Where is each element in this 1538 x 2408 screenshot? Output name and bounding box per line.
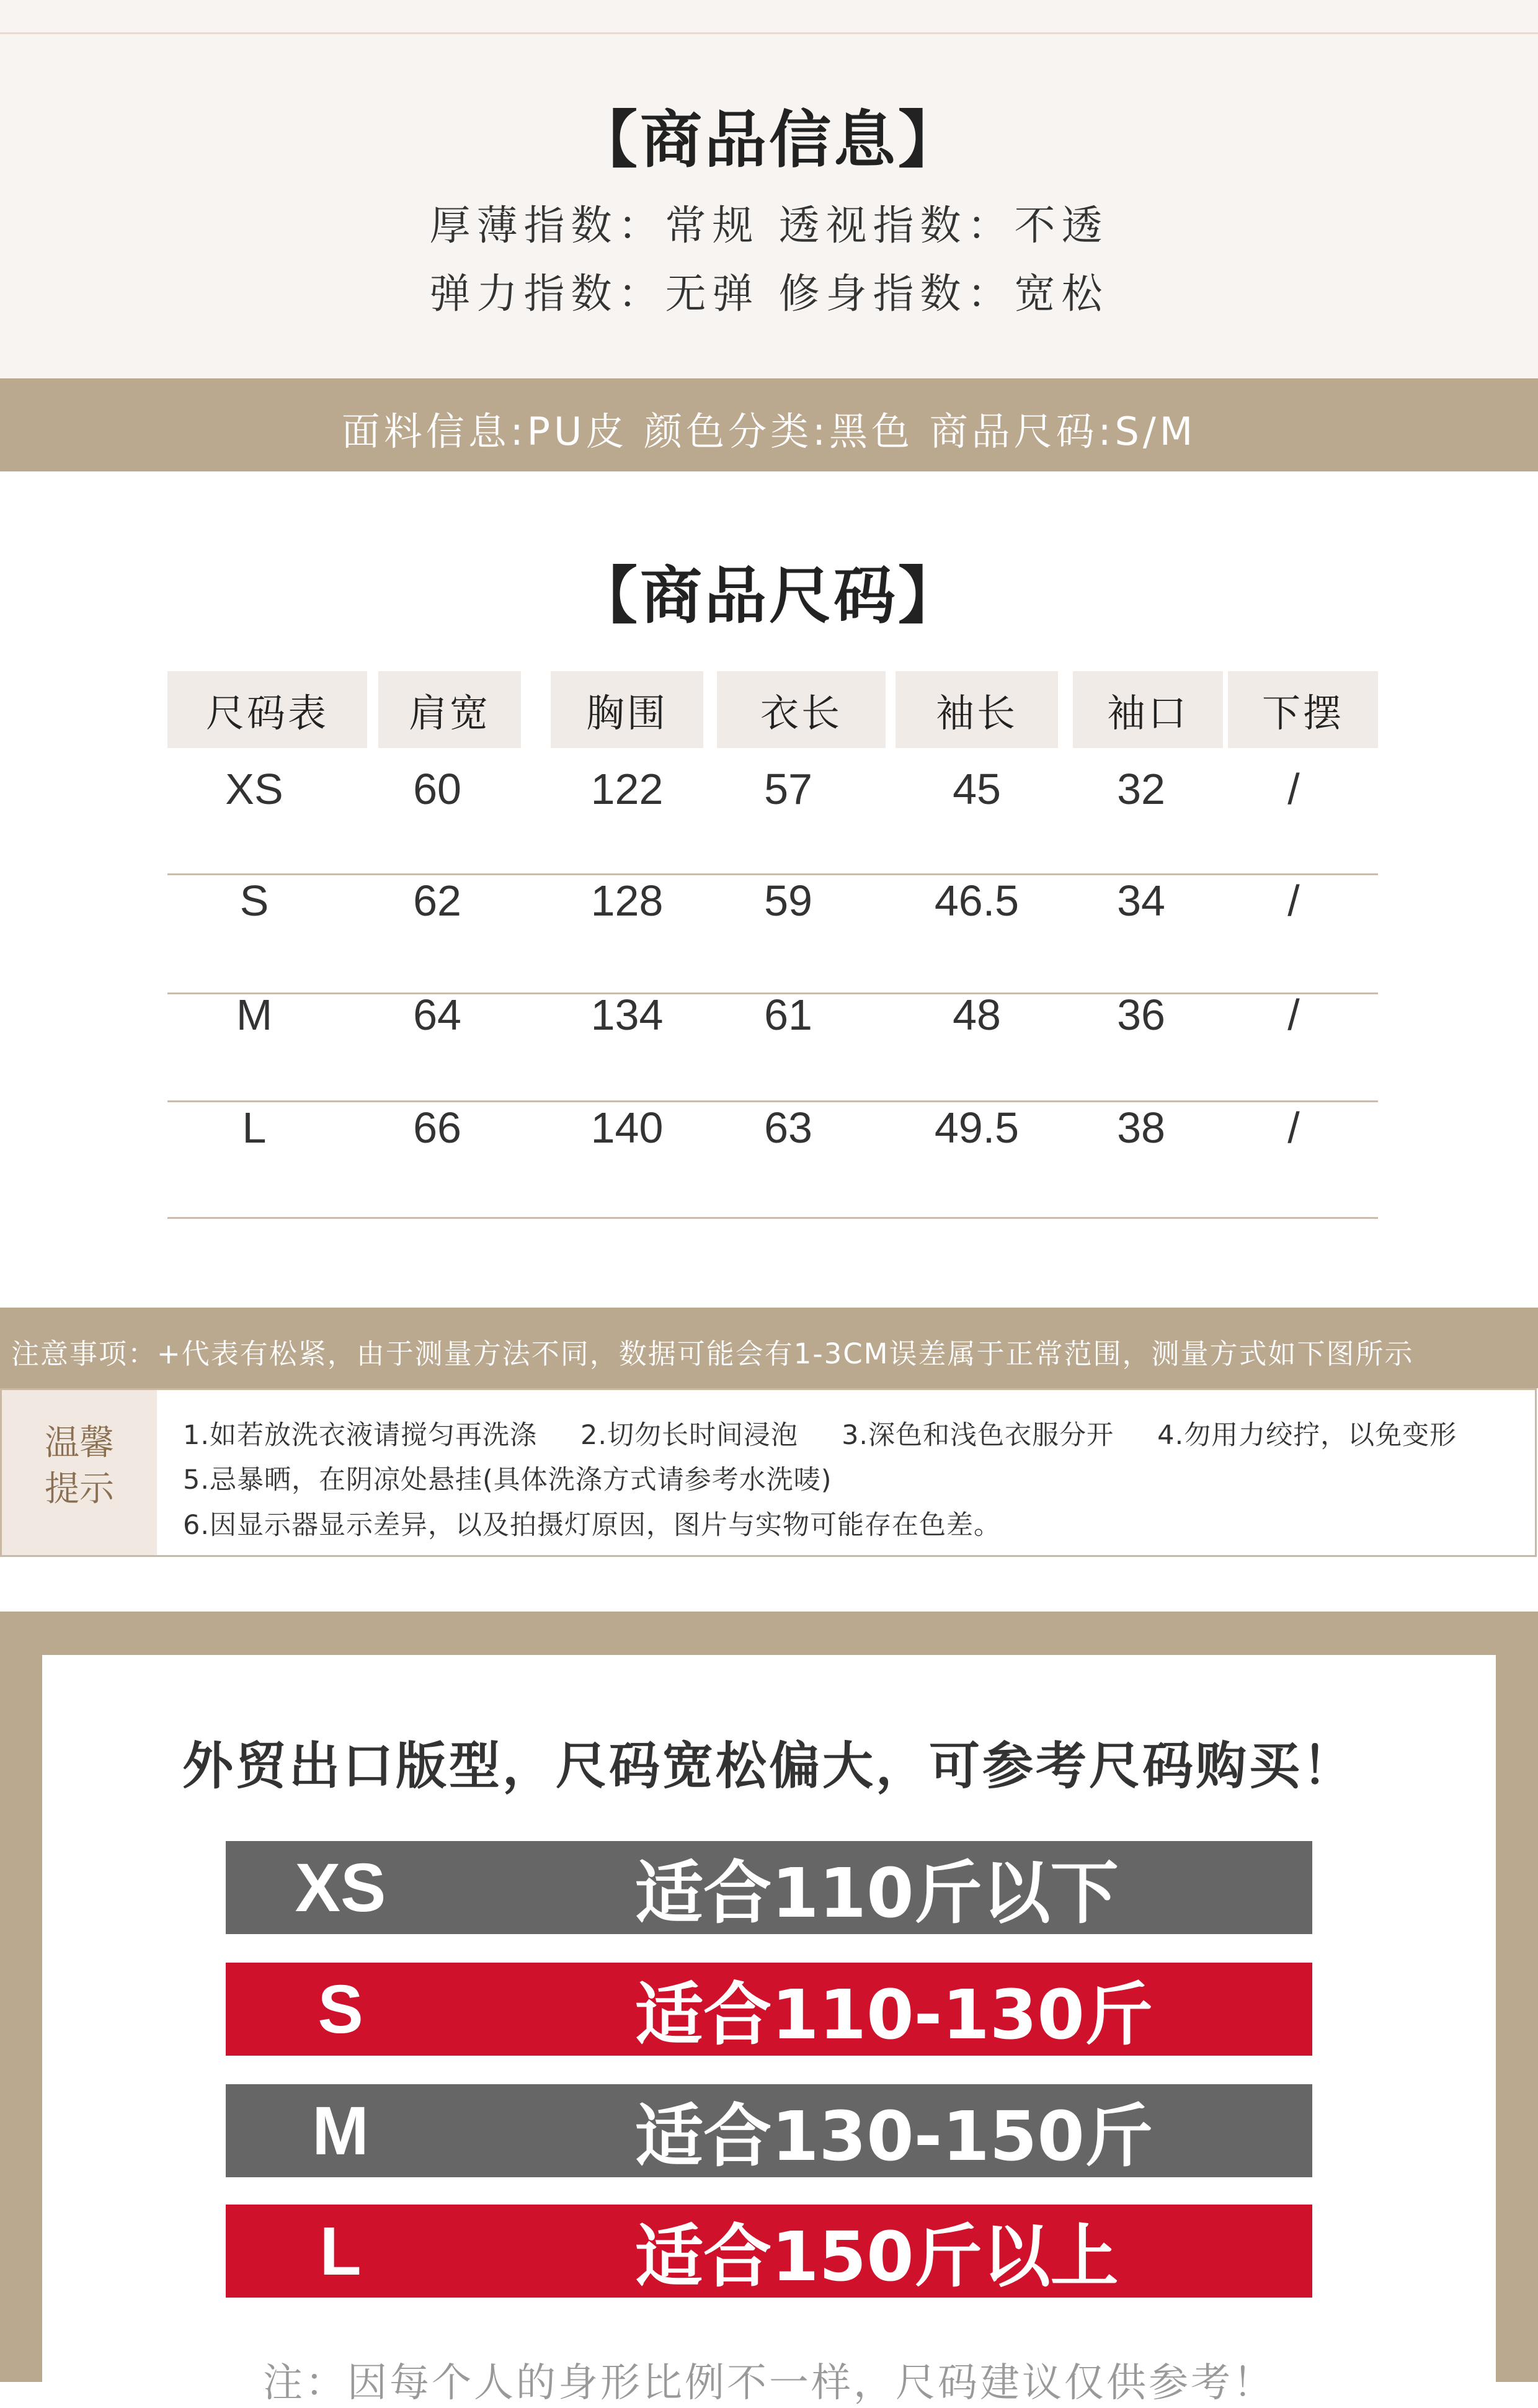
recommend-weight-range: 适合150斤以上 <box>635 2217 1119 2296</box>
recommend-weight-range: 适合110斤以下 <box>635 1853 1119 1933</box>
header-sleeve-length: 袖长 <box>896 671 1058 748</box>
tip-item: 2.切勿长时间浸泡 <box>580 1420 799 1451</box>
cell-length: 59 <box>764 876 812 925</box>
tip-item: 3.深色和浅色衣服分开 <box>842 1420 1114 1451</box>
elasticity-fit-line: 弹力指数：无弹 修身指数：宽松 <box>429 270 1109 318</box>
size-recommendation-row <box>226 2084 1312 2177</box>
header-cuff: 袖口 <box>1073 671 1223 748</box>
header-shoulder: 肩宽 <box>378 671 521 748</box>
product-info-panel <box>0 0 1538 378</box>
cell-length: 61 <box>764 991 812 1039</box>
recommend-weight-range: 适合110-130斤 <box>635 1975 1153 2054</box>
recommend-size: XS <box>295 1849 386 1926</box>
care-tips-line-2 <box>183 1459 832 1497</box>
header-size-chart: 尺码表 <box>167 671 367 748</box>
cell-hem: / <box>1287 876 1300 925</box>
divider <box>0 32 1538 34</box>
row-divider <box>167 1217 1378 1219</box>
cell-sleeve-length: 46.5 <box>934 876 1020 925</box>
care-tips-line-3 <box>183 1504 1001 1542</box>
cell-size: S <box>239 876 269 925</box>
cell-size: XS <box>225 765 283 813</box>
size-recommendation-row <box>226 1963 1312 2056</box>
header-length: 衣长 <box>717 671 886 748</box>
cell-shoulder: 60 <box>413 765 461 813</box>
recommend-size: M <box>312 2092 369 2169</box>
cell-length: 57 <box>764 765 812 813</box>
thickness-transparency-line: 厚薄指数：常规 透视指数：不透 <box>429 202 1109 249</box>
cell-size: M <box>236 991 273 1039</box>
care-tips-line-1 <box>183 1414 1457 1452</box>
recommend-weight-range: 适合130-150斤 <box>635 2097 1153 2176</box>
cell-cuff: 32 <box>1117 765 1165 813</box>
cell-chest: 140 <box>590 1104 664 1152</box>
cell-cuff: 38 <box>1117 1104 1165 1152</box>
header-chest: 胸围 <box>551 671 703 748</box>
cell-shoulder: 66 <box>413 1104 461 1152</box>
care-tips-label: 温馨 提示 <box>45 1423 114 1509</box>
cell-hem: / <box>1287 991 1300 1039</box>
recommend-size: L <box>319 2213 362 2290</box>
cell-chest: 128 <box>590 876 664 925</box>
cell-cuff: 34 <box>1117 876 1165 925</box>
size-recommendation-row <box>226 1841 1312 1934</box>
tip-item: 4.勿用力绞拧，以免变形 <box>1157 1420 1457 1451</box>
cell-hem: / <box>1287 765 1300 813</box>
tip-item: 5.忌暴晒，在阴凉处悬挂(具体洗涤方式请参考水洗唛) <box>183 1465 832 1496</box>
cell-sleeve-length: 48 <box>953 991 1001 1039</box>
size-chart-title: 【商品尺码】 <box>576 560 962 632</box>
recommend-size: S <box>318 1971 363 2048</box>
cell-cuff: 36 <box>1117 991 1165 1039</box>
cell-length: 63 <box>764 1104 812 1152</box>
cell-sleeve-length: 49.5 <box>934 1104 1020 1152</box>
cell-size: L <box>242 1104 267 1152</box>
header-hem: 下摆 <box>1228 671 1378 748</box>
product-info-title: 【商品信息】 <box>576 104 962 176</box>
cell-chest: 122 <box>590 765 664 813</box>
cell-shoulder: 62 <box>413 876 461 925</box>
fabric-info-text: 面料信息:PU皮 颜色分类:黑色 商品尺码:S/M <box>341 409 1197 454</box>
cell-sleeve-length: 45 <box>953 765 1001 813</box>
measurement-note-text: 注意事项：+代表有松紧，由于测量方法不同，数据可能会有1-3CM误差属于正常范围，测量方式如下图所示 <box>11 1337 1414 1370</box>
tip-item: 6.因显示器显示差异，以及拍摄灯原因，图片与实物可能存在色差。 <box>183 1510 1002 1541</box>
size-recommendation-title: 外贸出口版型，尺码宽松偏大，可参考尺码购买！ <box>182 1737 1356 1796</box>
size-recommendation-row <box>226 2205 1312 2298</box>
tip-item: 1.如若放洗衣液请搅匀再洗涤 <box>183 1420 538 1451</box>
cell-hem: / <box>1287 1104 1300 1152</box>
size-footnote: 注：因每个人的身形比例不一样，尺码建议仅供参考！ <box>263 2360 1275 2406</box>
cell-shoulder: 64 <box>413 991 461 1039</box>
cell-chest: 134 <box>590 991 664 1039</box>
